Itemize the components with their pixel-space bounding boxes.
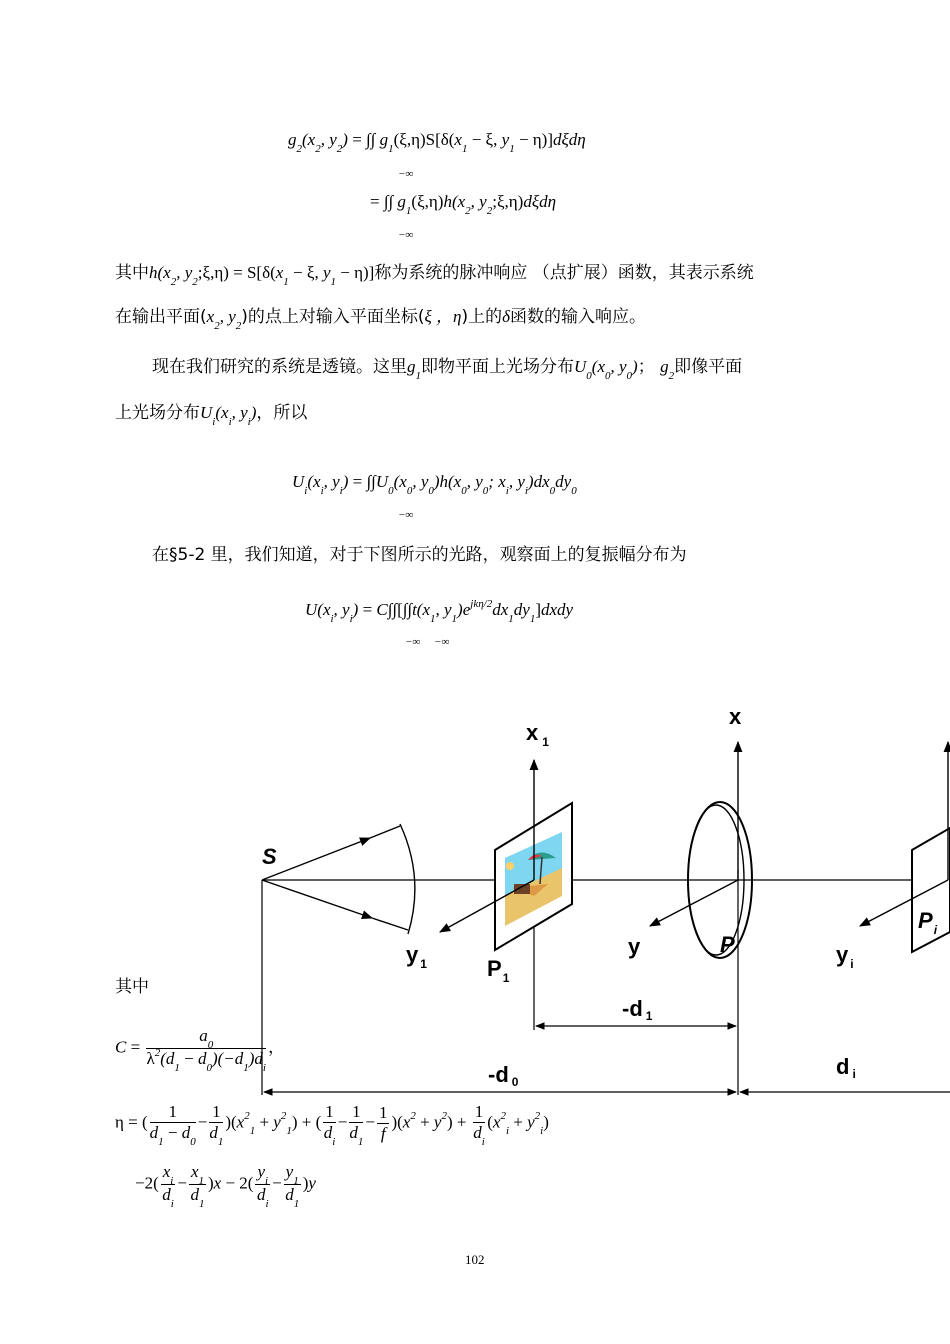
label-P1: $P_1$ bbox=[487, 956, 510, 985]
ray-upper bbox=[262, 838, 370, 880]
label-di: di bbox=[836, 1054, 856, 1081]
label-P: P bbox=[720, 932, 735, 957]
impulse-line1: 其中$h(x_2$, $y_2;\xi,\eta) = S[\delta(x_1 - \xi$, $y_1 - \eta$)]称为系统的脉冲响应 （点扩展）函数，其表示系统 bbox=[115, 263, 754, 288]
equation-g2-line2: = ∫∫ $g_1(\xi,\eta)h(x_2$, $y_2;\xi,\eta)d\xi d\eta$ bbox=[370, 192, 557, 217]
equation-g2-limit1: −∞ bbox=[398, 168, 414, 180]
label-x1: x $_1$ bbox=[526, 720, 549, 749]
equation-ui-limit: −∞ bbox=[398, 509, 414, 521]
equation-g2-line1: $g_2(x_2$, $y_2$) = ∫∫ $g_1(\xi,\eta)S[\delta(x_1 - \xi$, $y_1 - \eta)]d\xi d\eta$ bbox=[288, 130, 586, 155]
lens-line2: 上光场分布$U_i(x_i$, $y_i$)，所以 bbox=[115, 403, 308, 428]
image-plane bbox=[912, 828, 950, 952]
equation-g2-limit2: −∞ bbox=[398, 229, 414, 241]
label-y: y bbox=[628, 934, 641, 959]
equation-u-field: $U(x_i$, $y_i) = C\int\int[\int\int t(x_1$, $y_1)e^{jk\eta/2}dx_1dy_1]dxdy$ bbox=[305, 598, 574, 625]
label-d1: -d 1 bbox=[622, 996, 653, 1023]
section-ref-line: 在§5-2 里，我们知道，对于下图所示的光路，观察面上的复振幅分布为 bbox=[152, 545, 687, 565]
label-x: x bbox=[729, 704, 742, 729]
label-Pi: $P_i$ bbox=[918, 908, 938, 937]
equation-u-limits: −∞ −∞ bbox=[405, 636, 450, 648]
page-number: 102 bbox=[465, 1252, 485, 1267]
equation-C: C = $\frac{a_0}{\lambda^2(d_1 - d_0)(-d_1)d_i}$ ， bbox=[115, 1026, 285, 1074]
lens-line1: 现在我们研究的系统是透镜。这里$g_1$即物平面上光场分布$U_0(x_0$, $y_0$)； $g_2$即像平面 bbox=[152, 357, 743, 382]
wavefront-arc bbox=[400, 824, 415, 934]
ray-lower bbox=[262, 880, 372, 918]
qizhong-label: 其中 bbox=[115, 977, 149, 997]
equation-eta-line1: η = ( $\frac{1}{d_1 - d_0}$ − $\frac{1}{d_1}$ )$(x^2_1 + y^2_1)$ + ( $\frac{1}{d_i}$ − $\frac{1}{d_1}$ − $\frac{1}{f}$ )$(x^2 + y^2)$ + $\frac{1}{d_i}$ $(x^2_i + y^2_i)$ bbox=[115, 1102, 549, 1148]
equation-eta-line2: −2( $\frac{x_i}{d_i}$ − $\frac{x_1}{d_1}$ )x − 2( $\frac{y_i}{d_i}$ − $\frac{y_1}{d_1}$ )y bbox=[135, 1162, 316, 1210]
label-yi: y $_i$ bbox=[836, 942, 854, 971]
label-d0: -d 0 bbox=[488, 1062, 519, 1089]
equation-ui: $U_i(x_i$, $y_i) = \int\int U_0(x_0$, $y_0)h(x_0$, $y_0$; $x_i$, $y_i)dx_0dy_0$ bbox=[292, 472, 577, 497]
label-y1: y $_1$ bbox=[406, 942, 427, 971]
impulse-line2: 在输出平面($x_2$, $y_2$)的点上对输入平面坐标(ξ ，η)上的δ函数的输入响应。 bbox=[115, 307, 647, 332]
label-source: S bbox=[262, 844, 277, 869]
